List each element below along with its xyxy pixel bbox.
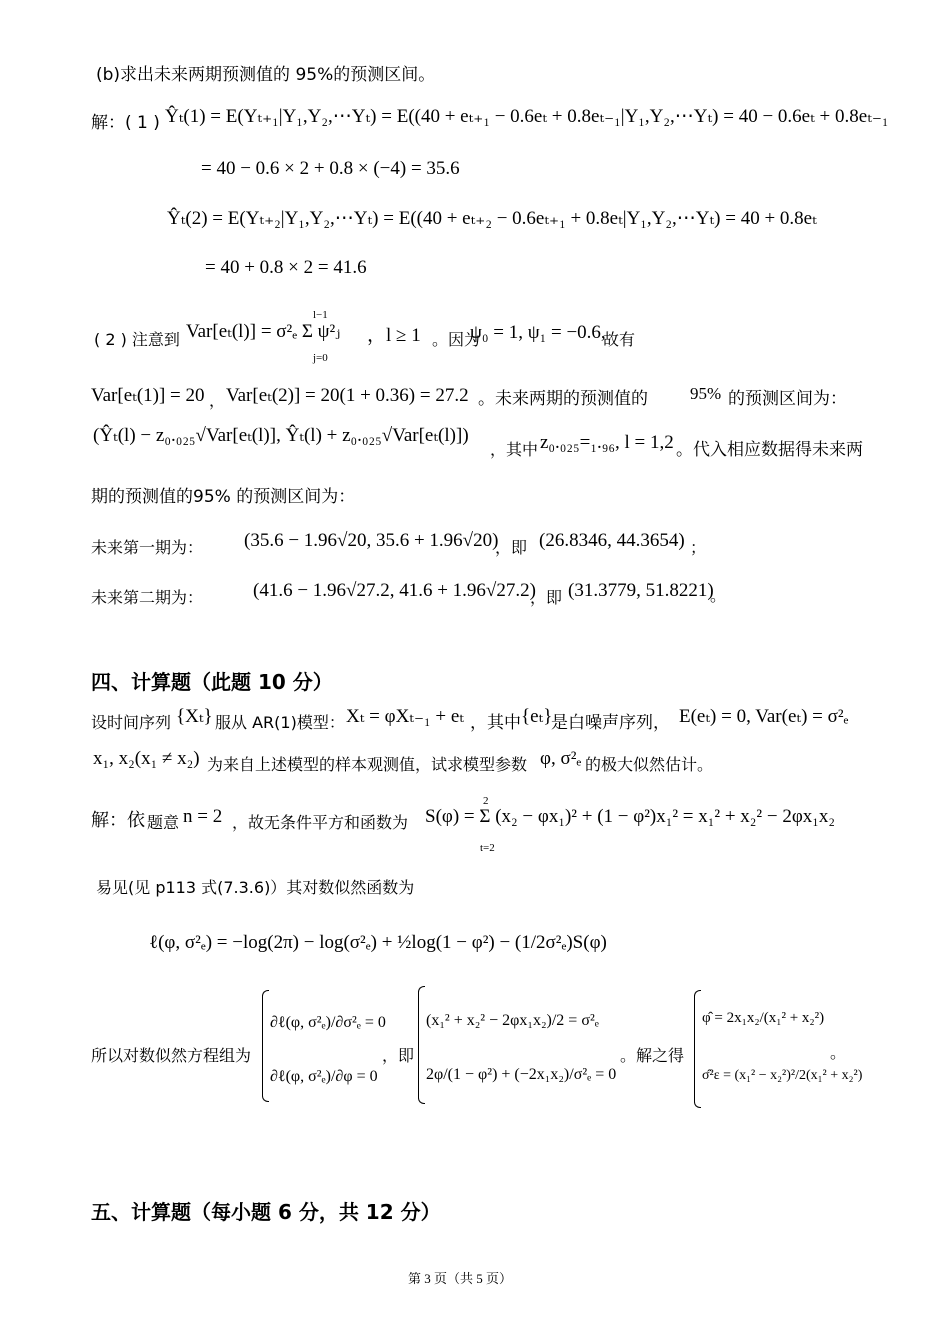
where-label: ，其中 [490, 440, 539, 459]
q4-equations-label: 所以对数似然方程组为 [91, 1046, 252, 1065]
interval-text-a: 。未来两期的预测值的 [478, 389, 648, 409]
q4-text-c: ，其中 [470, 713, 521, 733]
section-5-title: 五、计算题（每小题 6 分，共 12 分） [91, 1200, 441, 1224]
first-period-result: (26.8346, 44.3654) [539, 530, 685, 551]
second-period-ie: ，即 [530, 588, 563, 607]
comma: ， [209, 391, 226, 410]
q4-ar1-model: Xₜ = φXₜ₋₁ + eₜ [346, 706, 464, 727]
q4-white-noise: {eₜ} [521, 706, 553, 727]
q4-solution-label: 解：依 [91, 810, 145, 831]
q4-text-b: 服从 AR(1)模型： [215, 713, 345, 732]
variance-2: Var[eₜ(2)] = 20(1 + 0.36) = 27.2 [226, 385, 469, 406]
solution-1-label: 解：( 1 ) [91, 113, 160, 133]
forecast-1-step-equation: Ŷₜ(1) = E(Yₜ₊₁|Y₁,Y₂,⋯Yₜ) = E((40 + eₜ₊₁ − 0.6eₜ + 0.8eₜ₋₁|Y₁,Y₂,⋯Yₜ) = 40 − 0.6eₜ + 0.8eₜ₋₁ [165, 106, 889, 127]
second-period-label: 未来第二期为： [91, 588, 204, 607]
q4-system-eq-1: (x₁² + x₂² − 2φx₁x₂)/2 = σ²ₑ [426, 1012, 599, 1029]
variance-1: Var[eₜ(1)] = 20 [91, 385, 205, 406]
substitute-text-a: 。代入相应数据得未来两 [676, 440, 863, 460]
q4-text-e: 为来自上述模型的样本观测值，试求模型参数 [207, 755, 528, 774]
forecast-2-step-equation: Ŷₜ(2) = E(Yₜ₊₂|Y₁,Y₂,⋯Yₜ) = E((40 + eₜ₊₂ − 0.6eₜ₊₁ + 0.8eₜ|Y₁,Y₂,⋯Yₜ) = 40 + 0.8eₜ [167, 208, 817, 229]
therefore-text: 故有 [603, 330, 636, 349]
q4-series: {Xₜ} [176, 706, 213, 727]
first-period-ie: ，即 [495, 538, 528, 557]
q4-text-a: 设时间序列 [91, 713, 172, 732]
prediction-interval-formula: (Ŷₜ(l) − z₀.₀₂₅√Var[eₜ(l)], Ŷₜ(l) + z₀.₀₂₅√Var[eₜ(l)]) [93, 425, 469, 446]
part-b-question: (b)求出未来两期预测值的 95%的预测区间。 [96, 65, 436, 85]
page-footer: 第 3 页（共 5 页） [408, 1271, 513, 1286]
first-period-interval: (35.6 − 1.96√20, 35.6 + 1.96√20) [244, 530, 499, 551]
second-period-result: (31.3779, 51.8221) [568, 580, 714, 601]
left-brace-1 [262, 990, 269, 1102]
interval-text-b: 的预测区间为： [728, 389, 847, 409]
because-text: 。因为 [432, 330, 481, 349]
first-period-label: 未来第一期为： [91, 538, 204, 557]
q4-solution-text-b: ，故无条件平方和函数为 [232, 813, 409, 832]
left-brace-3 [694, 990, 701, 1108]
forecast-1-step-value: = 40 − 0.6 × 2 + 0.8 × (−4) = 35.6 [201, 158, 460, 179]
forecast-2-step-value: = 40 + 0.8 × 2 = 41.6 [205, 257, 367, 278]
first-period-end: ； [690, 538, 707, 557]
section-4-title: 四、计算题（此题 10 分） [91, 670, 333, 694]
q4-solve-text: 。解之得 [620, 1046, 685, 1065]
q4-sample-size: n = 2 [183, 806, 223, 827]
q4-likelihood-eq-1: ∂ℓ(φ, σ²ₑ)/∂σ²ₑ = 0 [270, 1014, 386, 1031]
q4-noise-conditions: E(eₜ) = 0, Var(eₜ) = σ²ₑ [679, 706, 849, 727]
psi-values: ψ₀ = 1, ψ₁ = −0.6, [470, 322, 606, 343]
interval-percent: 95% [690, 384, 722, 403]
q4-system-eq-2: 2φ/(1 − φ²) + (−2x₁x₂)/σ²ₑ = 0 [426, 1066, 617, 1083]
q4-sum-upper: 2 [483, 795, 489, 807]
q4-text-f: 的极大似然估计。 [585, 755, 714, 774]
sum-upper-limit: l−1 [313, 309, 328, 321]
variance-formula: Var[eₜ(l)] = σ²ₑ Σ ψ²ⱼ [186, 321, 341, 342]
q4-likelihood-eq-2: ∂ℓ(φ, σ²ₑ)/∂φ = 0 [270, 1068, 378, 1085]
variance-condition: ，l ≥ 1 [367, 325, 421, 346]
second-period-end: 。 [710, 586, 727, 605]
q4-loglik-intro: 易见(见 p113 式(7.3.6)）其对数似然函数为 [96, 878, 415, 897]
second-period-interval: (41.6 − 1.96√27.2, 41.6 + 1.96√27.2) [253, 580, 536, 601]
q4-sum-lower: t=2 [480, 842, 495, 854]
q4-parameters: φ, σ²ₑ [540, 748, 582, 769]
sum-lower-limit: j=0 [313, 352, 328, 364]
solution-2-label: ( 2 ) 注意到 [94, 330, 180, 349]
q4-sum-of-squares: S(φ) = Σ (x₂ − φx₁)² + (1 − φ²)x₁² = x₁² + x₂² − 2φx₁x₂ [425, 806, 836, 827]
q4-phi-estimate: φ̂ = 2x₁x₂/(x₁² + x₂²) [702, 1010, 825, 1026]
q4-solution-text-a: 题意 [147, 813, 180, 832]
q4-sample: x₁, x₂(x₁ ≠ x₂) [93, 748, 200, 769]
q4-log-likelihood: ℓ(φ, σ²ₑ) = −log(2π) − log(σ²ₑ) + ½log(1 − φ²) − (1/2σ²ₑ)S(φ) [149, 932, 607, 953]
substitute-text-b: 期的预测值的95% 的预测区间为： [91, 487, 356, 507]
q4-sigma-estimate: σ̂²ε = (x₁² − x₂²)²/2(x₁² + x₂²) [702, 1068, 863, 1083]
q4-text-d: 是白噪声序列， [551, 713, 670, 733]
q4-final-period: 。 [830, 1043, 847, 1062]
z-value: z₀.₀₂₅=₁.₉₆, l = 1,2 [540, 432, 674, 453]
left-brace-2 [418, 986, 425, 1104]
q4-ie: ，即 [382, 1046, 415, 1065]
